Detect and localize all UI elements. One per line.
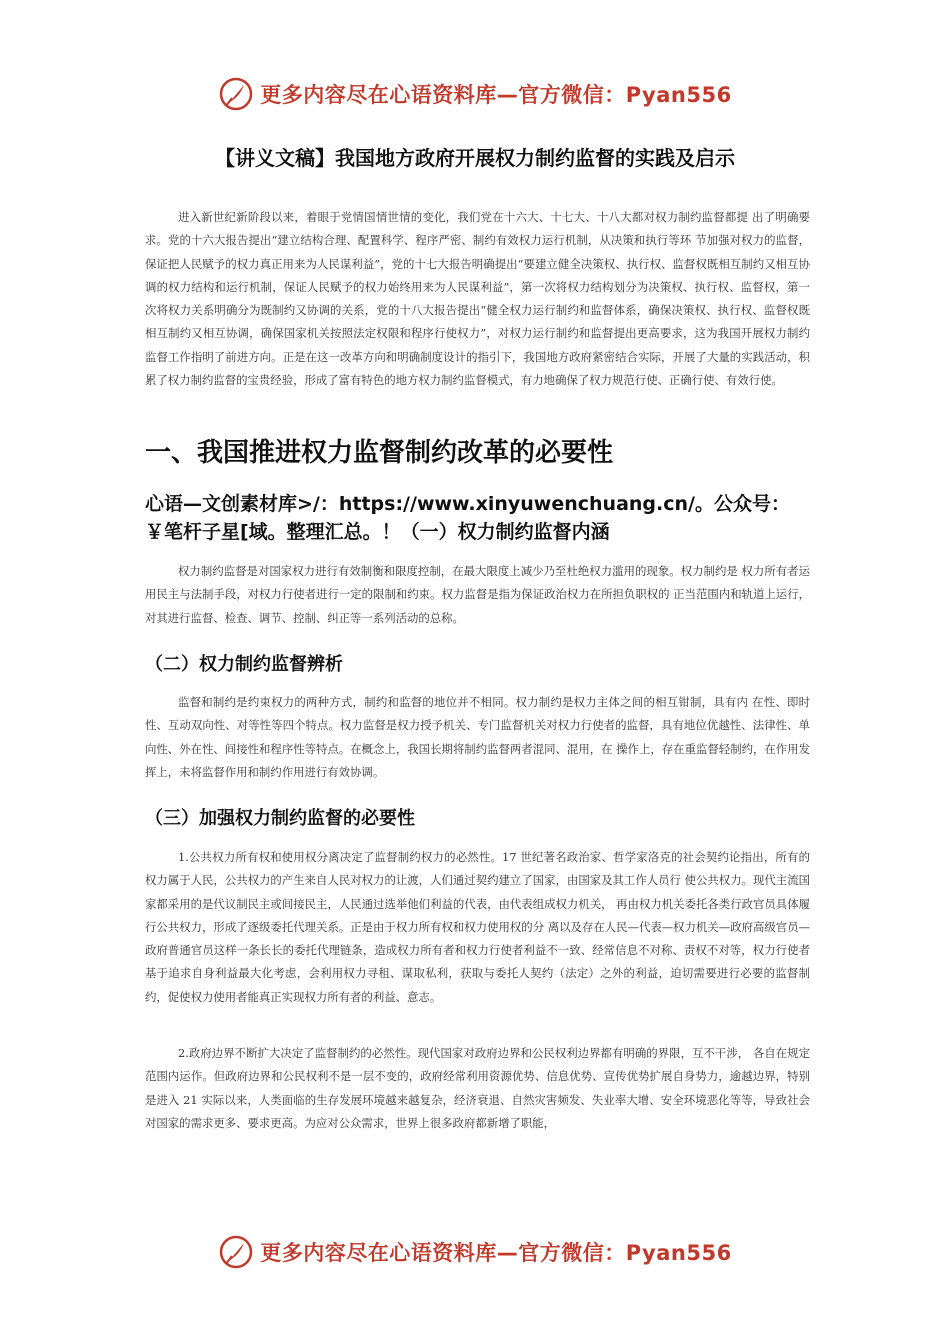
paragraph-necessity-1: 1.公共权力所有权和使用权分离决定了监督制约权力的必然性。17 世纪著名政治家、哲学家洛克的社会契约论指出，所有的权力属于人民，公共权力的产生来自人民对权力的让渡，人们通过契约建立了国家，由国家及其工作人员行 使公共权力。现代主流国家都采用的是代议制民主或间接民主，人民通过选举他们利益的代表，由代表组成权力机关， 再由权力机关委托各类行政官员具体履行公共权力，形成了逐级委托代理关系。正是由于权力所有权和权力使用权的分 离以及存在人民—代表—权力机关—政府高级官员—政府普通官员这样一条长长的委托代理链条，造成权力所有者和权力行使者利益不一致、经常信息不对称、责权不对等，权力行使者基于追求自身利益最大化考虑，会利用权力寻租、谋取私利，获取与委托人契约（法定）之外的利益，迫切需要进行必要的监督制约，促使权力使用者能真正实现权力所有者的利益、意志。 [145,850,810,1004]
feather-seal-icon [218,76,254,112]
subheading-source-line [145,490,825,546]
banner-text: 更多内容尽在心语资料库—官方微信：Pyan556 [260,83,732,107]
feather-seal-icon [218,1234,254,1270]
subheading-line-1: 心语—文创素材库>/：https://www.xinyuwenchuang.cn/。公众号： [145,493,790,515]
header-watermark-banner [0,74,950,114]
paragraph-necessity-2: 2.政府边界不断扩大决定了监督制约的必然性。现代国家对政府边界和公民权利边界都有明确的界限，互不干涉， 各自在规定范围内运作。但政府边界和公民权利不是一层不变的，政府经常利用资源优势、信息优势、宣传优势扩展自身势力，逾越边界，特别是进入 21 实际以来，人类面临的生存发展环境越来越复杂，经济衰退、自然灾害频发、失业率大增、安全环境恶化等等，导致社会对国家的需求更多、要求更高。为应对公众需求，世界上很多政府都新增了职能， [145,1046,810,1130]
section-heading-1: 一、我国推进权力监督制约改革的必要性 [145,438,614,468]
footer-watermark-banner [0,1232,950,1272]
intro-paragraph: 进入新世纪新阶段以来，着眼于党情国情世情的变化，我们党在十六大、十七大、十八大都对权力制约监督都提 出了明确要求。党的十六大报告提出“建立结构合理、配置科学、程序严密、制约有效权力运行机制，从决策和执行等环 节加强对权力的监督，保证把人民赋予的权力真正用来为人民谋利益”，党的十七大报告明确提出“要建立健全决策权、执行权、监督权既相互制约又相互协调的权力结构和运行机制，保证人民赋予的权力始终用来为人民谋利益”，第一次将权力结构划分为决策权、执行权、监督权，第一次将权力关系明确分为既制约又协调的关系，党的十八大报告提出“健全权力运行制约和监督体系，确保决策权、执行权、监督权既相互制约又相互协调，确保国家机关按照法定权限和程序行使权力”，对权力运行制约和监督提出更高要求，这为我国开展权力制约监督工作指明了前进方向。正是在这一改革方向和明确制度设计的指引下，我国地方政府紧密结合实际，开展了大量的实践活动，积累了权力制约监督的宝贵经验，形成了富有特色的地方权力制约监督模式，有力地确保了权力规范行使、正确行使、有效行使。 [145,210,810,388]
subheading-line-2: ￥笔杆子星[域。整理汇总。！（一）权力制约监督内涵 [145,521,610,543]
heading-necessity: （三）加强权力制约监督的必要性 [145,808,415,829]
banner-text: 更多内容尽在心语资料库—官方微信：Pyan556 [260,1241,732,1265]
heading-analysis: （二）权力制约监督辨析 [145,654,343,675]
page-title: 【讲义文稿】我国地方政府开展权力制约监督的实践及启示 [215,146,735,170]
paragraph-analysis: 监督和制约是约束权力的两种方式，制约和监督的地位并不相同。权力制约是权力主体之间的相互钳制，具有内 在性、即时性、互动双向性、对等性等四个特点。权力监督是权力授予机关、专门监督机关对权力行使者的监督，具有地位优越性、法律性、单向性、外在性、间接性和程序性等特点。在概念上，我国长期将制约监督两者混同、混用，在 操作上，存在重监督轻制约，在作用发挥上，未将监督作用和制约作用进行有效协调。 [145,695,810,779]
paragraph-definition: 权力制约监督是对国家权力进行有效制衡和限度控制，在最大限度上减少乃至杜绝权力滥用的现象。权力制约是 权力所有者运用民主与法制手段，对权力行使者进行一定的限制和约束。权力监督是指为保证政治权力在所担负职权的 正当范围内和轨道上运行，对其进行监督、检查、调节、控制、纠正等一系列活动的总称。 [145,564,810,625]
